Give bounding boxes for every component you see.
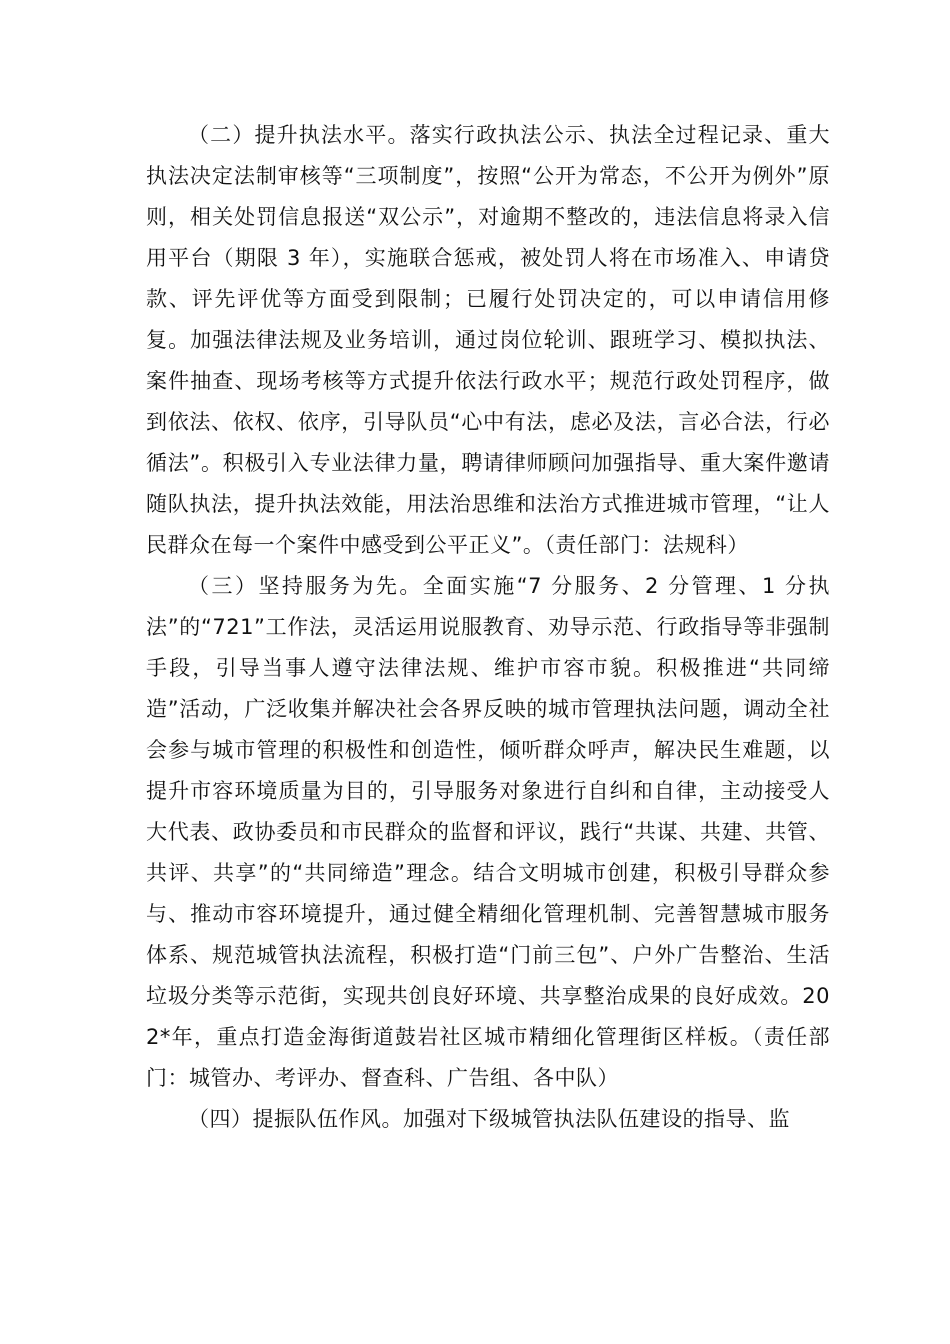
paragraph-enforcement-level: （二）提升执法水平。落实行政执法公示、执法全过程记录、重大执法决定法制审核等“三项制度”，按照“公开为常态，不公开为例外”原则，相关处罚信息报送“双公示”，对逾期不整改的，违法信息将录入信用平台（期限 3 年），实施联合惩戒，被处罚人将在市场准入、申请贷款、评先评优等方面受到限制；已履行处罚决定的，可以申请信用修复。加强法律法规及业务培训，通过岗位轮训、跟班学习、模拟执法、案件抽查、现场考核等方式提升依法行政水平；规范行政处罚程序，做到依法、依权、依序，引导队员“心中有法，虑必及法，言必合法，行必循法”。积极引入专业法律力量，聘请律师顾问加强指导、重大案件邀请随队执法，提升执法效能，用法治思维和法治方式推进城市管理，“让人民群众在每一个案件中感受到公平正义”。（责任部门：法规科） xyxy=(146,123,830,557)
paragraph-team-style: （四）提振队伍作风。加强对下级城管执法队伍建设的指导、监 xyxy=(188,1107,790,1131)
document-body xyxy=(146,115,830,1140)
paragraph-service-first: （三）坚持服务为先。全面实施“7 分服务、2 分管理、1 分执法”的“721”工作法，灵活运用说服教育、劝导示范、行政指导等非强制手段，引导当事人遵守法律法规、维护市容市貌。积极推进“共同缔造”活动，广泛收集并解决社会各界反映的城市管理执法问题，调动全社会参与城市管理的积极性和创造性，倾听群众呼声，解决民生难题，以提升市容环境质量为目的，引导服务对象进行自纠和自律，主动接受人大代表、政协委员和市民群众的监督和评议，践行“共谋、共建、共管、共评、共享”的“共同缔造”理念。结合文明城市创建，积极引导群众参与、推动市容环境提升，通过健全精细化管理机制、完善智慧城市服务体系、规范城管执法流程，积极打造“门前三包”、户外广告整治、生活垃圾分类等示范街，实现共创良好环境、共享整治成果的良好成效。202*年，重点打造金海街道鼓岩社区城市精细化管理街区样板。（责任部门：城管办、考评办、督查科、广告组、各中队） xyxy=(146,574,830,1090)
